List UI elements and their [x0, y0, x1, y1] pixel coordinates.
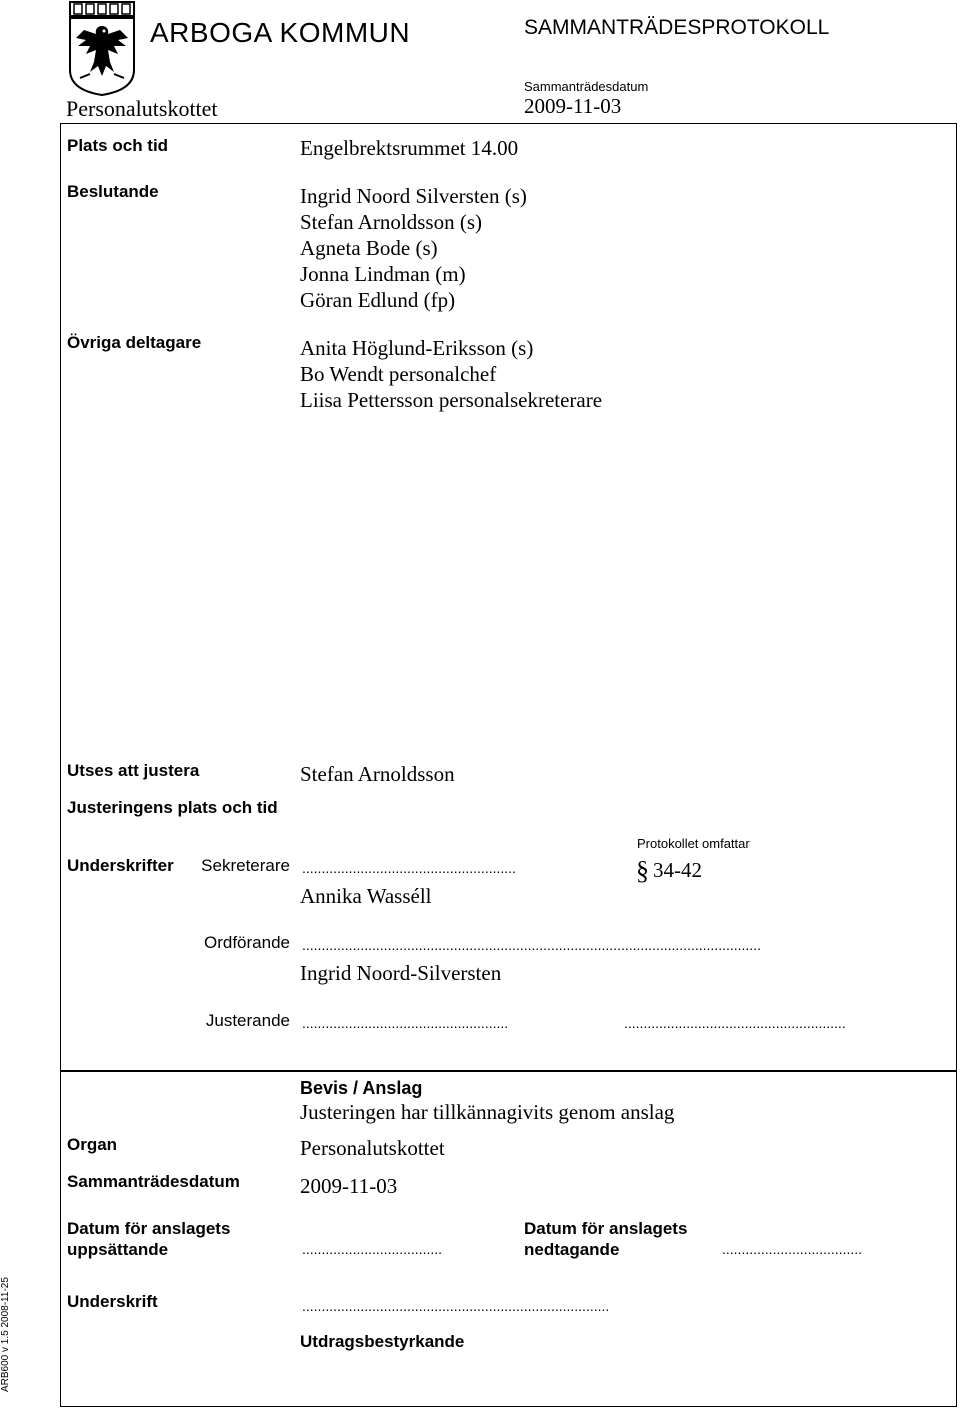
main-frame: [60, 123, 957, 1071]
secretary-name: Annika Wasséll: [300, 884, 432, 908]
chair-name: Ingrid Noord-Silversten: [300, 961, 502, 985]
notice-date-label: Sammanträdesdatum: [67, 1172, 240, 1191]
decision-member: Stefan Arnoldsson (s): [300, 210, 482, 234]
organ-label: Organ: [67, 1135, 118, 1154]
other-participant: Bo Wendt personalchef: [300, 362, 497, 386]
decision-makers-label: Beslutande: [67, 182, 159, 201]
paragraph-range: 34-42: [653, 858, 702, 882]
place-value: Engelbrektsrummet 14.00: [300, 136, 519, 160]
decision-member: Jonna Lindman (m): [300, 262, 466, 286]
adjuster-signature-line: .....................................................: [302, 1015, 509, 1031]
chair-label: Ordförande: [204, 933, 290, 952]
protocol-scope-label: Protokollet omfattar: [637, 836, 750, 851]
meeting-date-label: Sammanträdesdatum: [524, 79, 649, 94]
signature-line: ...............................................................................: [302, 1298, 610, 1314]
place-label: Plats och tid: [67, 136, 169, 155]
committee-name: Personalutskottet: [66, 96, 218, 121]
form-version: ARB600 v 1.5 2008-11-25: [0, 1277, 11, 1392]
signature-label: Underskrift: [67, 1292, 158, 1311]
removed-date-label: Datum för anslagets nedtagande: [524, 1219, 688, 1259]
organ-value: Personalutskottet: [300, 1136, 445, 1160]
removed-date-line: ....................................: [722, 1241, 863, 1257]
notice-title: Bevis / Anslag: [300, 1078, 423, 1098]
decision-member: Agneta Bode (s): [300, 236, 438, 260]
decision-member: Göran Edlund (fp): [300, 288, 456, 312]
chair-signature-line: ......................................................................................................................: [302, 937, 761, 953]
posted-date-line: ....................................: [302, 1241, 443, 1257]
secretary-label: Sekreterare: [201, 856, 290, 875]
adjustment-place-label: Justeringens plats och tid: [67, 798, 278, 817]
adjuster-signature-line: .........................................................: [624, 1015, 846, 1031]
coat-of-arms-logo: [64, 0, 140, 96]
other-participants-label: Övriga deltagare: [67, 333, 202, 352]
appointed-adjuster-label: Utses att justera: [67, 761, 200, 780]
certified-extract-label: Utdragsbestyrkande: [300, 1332, 465, 1351]
decision-member: Ingrid Noord Silversten (s): [300, 184, 527, 208]
notice-text: Justeringen har tillkännagivits genom anslag: [300, 1100, 675, 1124]
adjuster-label: Justerande: [205, 1011, 290, 1030]
signatures-label: Underskrifter: [67, 856, 174, 875]
other-participant: Liisa Pettersson personalsekreterare: [300, 388, 603, 412]
appointed-adjuster-value: Stefan Arnoldsson: [300, 762, 455, 786]
other-participant: Anita Höglund-Eriksson (s): [300, 336, 534, 360]
organization-name: ARBOGA KOMMUN: [150, 17, 411, 48]
meeting-date-value: 2009-11-03: [524, 94, 622, 118]
secretary-signature-line: .......................................................: [302, 860, 516, 876]
posted-date-label: Datum för anslagets uppsättande: [67, 1219, 231, 1259]
paragraph-sign: §: [636, 856, 649, 885]
notice-date-value: 2009-11-03: [300, 1174, 398, 1198]
document-type: SAMMANTRÄDESPROTOKOLL: [524, 16, 830, 39]
